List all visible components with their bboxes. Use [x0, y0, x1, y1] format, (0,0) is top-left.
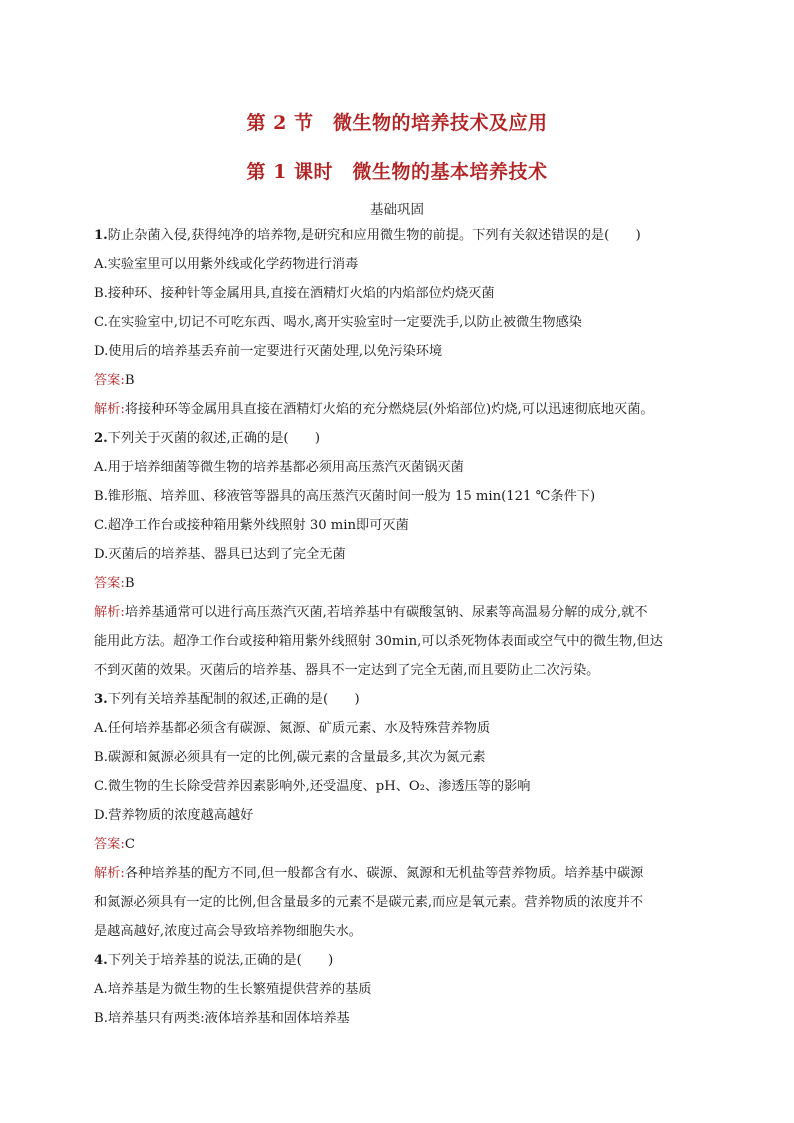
answer-label: 答案:: [94, 837, 125, 852]
explanation-label: 解析:: [94, 402, 125, 417]
q2-explanation-line-3: 不到灭菌的效果。灭菌后的培养基、器具不一定达到了完全无菌,而且要防止二次污染。: [94, 663, 600, 678]
question-3-stem: 3.下列有关培养基配制的叙述,正确的是( ): [94, 692, 360, 707]
section-heading: 基础巩固: [370, 202, 424, 218]
q1-explanation: 解析:将接种环等金属用具直接在酒精灯火焰的充分燃烧层(外焰部位)灼烧,可以迅速彻底地灭菌。: [94, 402, 654, 417]
q3-option-b: B.碳源和氮源必须具有一定的比例,碳元素的含量最多,其次为氮元素: [94, 750, 486, 765]
page-subtitle: 第 1 课时 微生物的基本培养技术: [246, 161, 548, 183]
q1-option-d: D.使用后的培养基丢弃前一定要进行灭菌处理,以免污染环境: [94, 344, 443, 359]
question-1-stem: 1.防止杂菌入侵,获得纯净的培养物,是研究和应用微生物的前提。下列有关叙述错误的是( ): [94, 228, 641, 243]
q2-option-c: C.超净工作台或接种箱用紫外线照射 30 min即可灭菌: [94, 518, 409, 533]
q4-option-a: A.培养基是为微生物的生长繁殖提供营养的基质: [94, 982, 372, 997]
question-4-stem: 4.下列关于培养基的说法,正确的是( ): [94, 953, 334, 968]
q2-option-b: B.锥形瓶、培养皿、移液管等器具的高压蒸汽灭菌时间一般为 15 min(121 ℃条件下): [94, 489, 596, 504]
q3-option-c: C.微生物的生长除受营养因素影响外,还受温度、pH、O₂、渗透压等的影响: [94, 779, 531, 794]
q4-option-b: B.培养基只有两类:液体培养基和固体培养基: [94, 1011, 350, 1026]
question-number: 1.: [94, 228, 108, 243]
answer-label: 答案:: [94, 373, 125, 388]
q2-option-d: D.灭菌后的培养基、器具已达到了完全无菌: [94, 547, 346, 562]
q3-option-a: A.任何培养基都必须含有碳源、氮源、矿质元素、水及特殊营养物质: [94, 721, 491, 736]
q3-explanation-line-1: 解析:各种培养基的配方不同,但一般都含有水、碳源、氮源和无机盐等营养物质。培养基中碳源: [94, 866, 644, 881]
q2-explanation-line-1: 解析:培养基通常可以进行高压蒸汽灭菌,若培养基中有碳酸氢钠、尿素等高温易分解的成分,就不: [94, 605, 648, 620]
q3-option-d: D.营养物质的浓度越高越好: [94, 808, 254, 823]
q3-explanation-line-2: 和氮源必须具有一定的比例,但含量最多的元素不是碳元素,而应是氧元素。营养物质的浓度并不: [94, 895, 644, 910]
q2-option-a: A.用于培养细菌等微生物的培养基都必须用高压蒸汽灭菌锅灭菌: [94, 460, 464, 475]
question-number: 3.: [94, 692, 108, 707]
question-number: 4.: [94, 953, 108, 968]
explanation-label: 解析:: [94, 605, 125, 620]
q1-option-b: B.接种环、接种针等金属用具,直接在酒精灯火焰的内焰部位灼烧灭菌: [94, 286, 495, 301]
question-2-stem: 2.下列关于灭菌的叙述,正确的是( ): [94, 431, 321, 446]
explanation-label: 解析:: [94, 866, 125, 881]
q1-option-c: C.在实验室中,切记不可吃东西、喝水,离开实验室时一定要洗手,以防止被微生物感染: [94, 315, 582, 330]
answer-label: 答案:: [94, 576, 125, 591]
q3-explanation-line-3: 是越高越好,浓度过高会导致培养物细胞失水。: [94, 924, 362, 939]
q1-answer: 答案:B: [94, 373, 135, 388]
q1-option-a: A.实验室里可以用紫外线或化学药物进行消毒: [94, 257, 359, 272]
q2-explanation-line-2: 能用此方法。超净工作台或接种箱用紫外线照射 30min,可以杀死物体表面或空气中的微生物,但达: [94, 634, 663, 649]
question-number: 2.: [94, 431, 108, 446]
page-title: 第 2 节 微生物的培养技术及应用: [246, 112, 548, 134]
q2-answer: 答案:B: [94, 576, 135, 591]
q3-answer: 答案:C: [94, 837, 135, 852]
